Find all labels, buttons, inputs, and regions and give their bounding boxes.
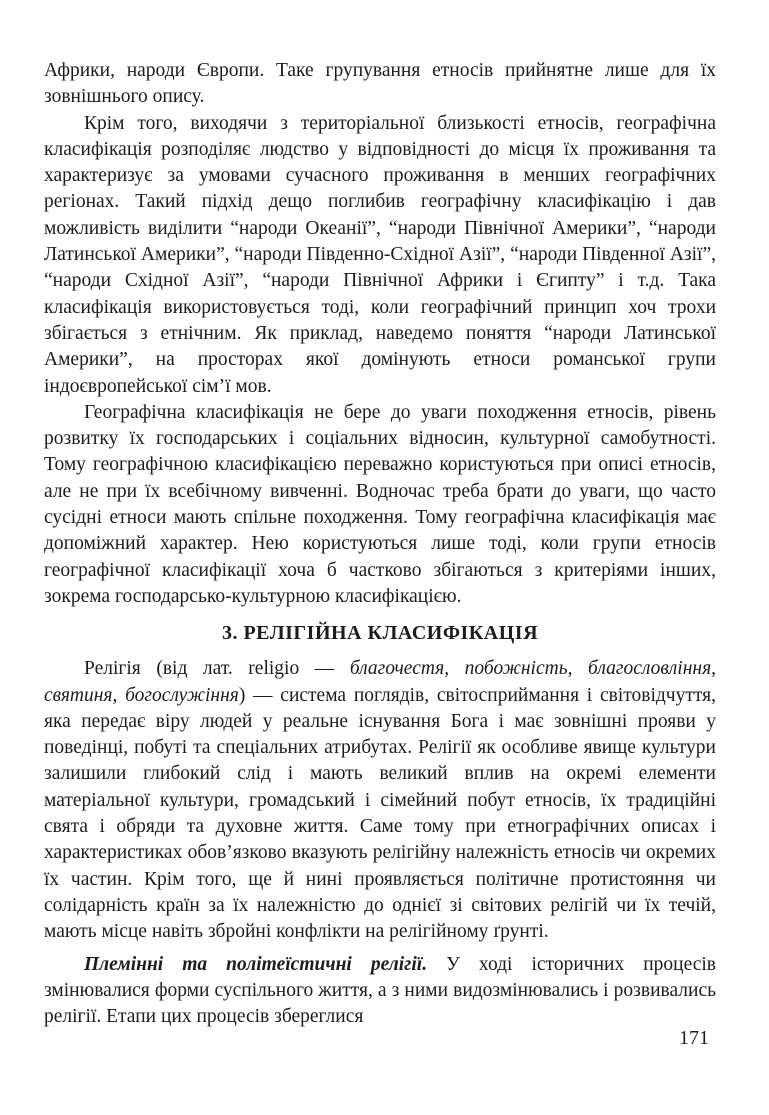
religion-italic-terms: благочестя, побожність, благословління, святиня, богослужіння xyxy=(44,658,717,706)
religion-text-rest: ) — система поглядів, світосприймання і світовідчуття, яка передає віру людей у реальне існування Бога і має зовнішні прояви у поведінці, побуті та спеціальних атрибутах. Релігії як особливе явище культури залишили глибокий слід і мають великий вплив на окремі елементи матеріальної культури, громадський і сімейний побут етносів, їх традиційні свята і обряди та духовне життя. Саме тому при етнографічних описах і характеристиках обов’язково вказують релігійну належність етносів чи окремих їх частин. Крім того, ще й нині проявляється політичне протистояння чи солідарність країн за їх належністю до однієї зі світових релігій чи їх течій, мають місце навіть збройні конфлікти на релігійному ґрунті. xyxy=(44,684,716,943)
page-number: 171 xyxy=(679,1027,709,1049)
paragraph-tribal-religions xyxy=(44,952,716,1031)
section-heading: 3. РЕЛІГІЙНА КЛАСИФІКАЦІЯ xyxy=(221,622,539,645)
paragraph-religion xyxy=(44,656,716,945)
religion-text-start: Релігія (від лат. religio — xyxy=(84,658,350,680)
page-body xyxy=(44,58,716,1030)
paragraph-3: Географічна класифікація не бере до уваги походження етносів, рівень розвитку їх господарських і соціальних відносин, культурної самобутності. Тому географічною класифікацією переважно користуються при описі етносів, але не при їх всебічному вивченні. Водночас треба брати до уваги, що часто сусідні етноси мають спільне походження. Тому географічна класифікація має допоміжний характер. Нею користуються лише тоді, коли групи етносів географічної класифікації хоча б частково збігаються з критеріями інших, зокрема господарсько-культурною класифікацією. xyxy=(44,401,716,607)
paragraph-1: Африки, народи Європи. Таке групування етносів прийнятне лише для їх зовнішнього опису. xyxy=(44,60,716,108)
tribal-religions-lead: Племінні та політеїстичні релігії. xyxy=(84,953,428,975)
paragraph-2: Крім того, виходячи з територіальної близькості етносів, географічна класифікація розподіляє людство у відповідності до місця їх проживання та характеризує за умовами сучасного проживання в менших географічних регіонах. Такий підхід дещо поглибив географічну класифікацію і дав можливість виділити “народи Океанії”, “народи Північної Америки”, “народи Латинської Америки”, “народи Південно-Східної Азії”, “народи Південної Азії”, “народи Східної Азії”, “народи Північної Африки і Єгипту” і т.д. Така класифікація використовується тоді, коли географічний принцип хоч трохи збігається з етнічним. Як приклад, наведемо поняття “народи Латинської Америки”, на просторах якої домінують етноси романської групи індоєвропейської сім’ї мов. xyxy=(44,112,716,397)
tribal-religions-text: У ході історичних процесів змінювалися форми суспільного життя, а з ними видозмінювались і розвивались релігії. Етапи цих процесів збереглися xyxy=(44,953,716,1028)
